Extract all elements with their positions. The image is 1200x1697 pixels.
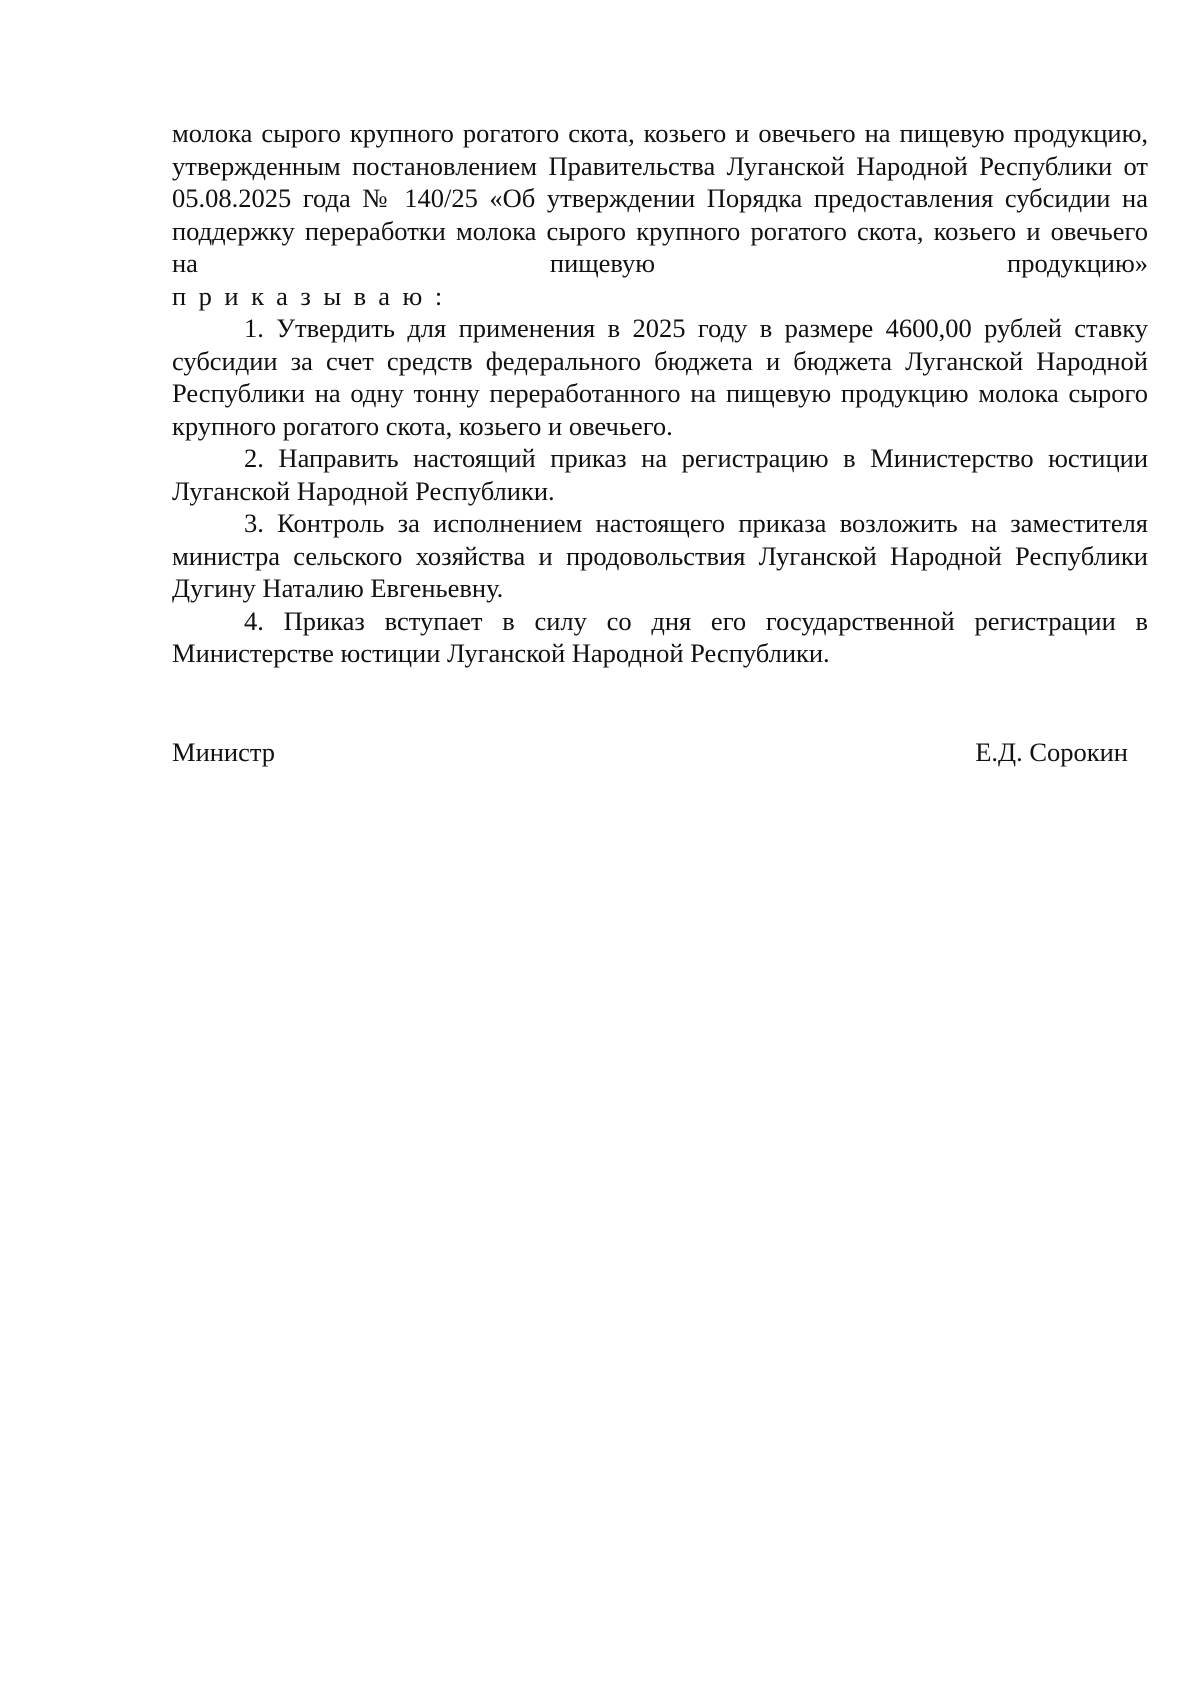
signature-block [172,736,1128,768]
decree-word: приказываю: [172,280,455,311]
order-item-2: 2. Направить настоящий приказ на регистрацию в Министерство юстиции Луганской Народной Республики. [172,443,1148,506]
signatory-position: Министр [172,737,276,767]
signatory-name: Е.Д. Сорокин [975,737,1128,767]
order-item-3: 3. Контроль за исполнением настоящего приказа возложить на заместителя министра сельского хозяйства и продовольствия Луганской Народной Республики Дугину Наталию Евгеньевну. [172,508,1148,603]
order-item-1: 1. Утвердить для применения в 2025 году в размере 4600,00 рублей ставку субсидии за счет средств федерального бюджета и бюджета Луганской Народной Республики на одну тонну переработанного на пищевую продукцию молока сырого крупного рогатого скота, козьего и овечьего. [172,313,1148,441]
order-body [172,117,1148,670]
order-item-4: 4. Приказ вступает в силу со дня его государственной регистрации в Министерстве юстиции Луганской Народной Республики. [172,605,1148,668]
intro-paragraph: молока сырого крупного рогатого скота, козьего и овечьего на пищевую продукцию, утвержденным постановлением Правительства Луганской Народной Республики от 05.08.2025 года № 140/25 «Об утверждении Порядка предоставления субсидии на поддержку переработки молока сырого крупного рогатого скота, козьего и овечьего на пищевую продукцию» [172,118,1148,278]
